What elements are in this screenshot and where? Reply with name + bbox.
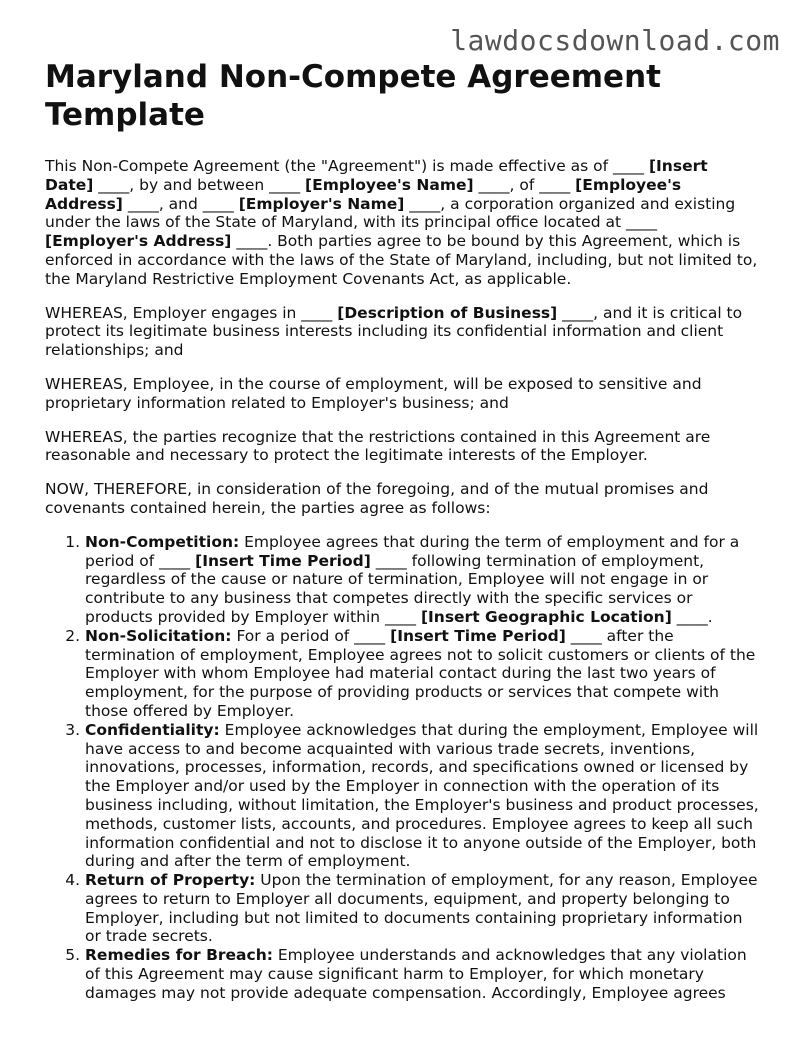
clauses-list (45, 533, 760, 1003)
intro-text: ____, a corporation organized and existing under the laws of the State of Maryland, with its principal office located at ____ (45, 194, 736, 232)
intro-paragraph (45, 157, 760, 289)
placeholder-business-description: [Description of Business] (337, 303, 558, 322)
intro-text: This Non-Compete Agreement (the "Agreement") is made effective as of ____ (45, 157, 649, 175)
whereas-text: WHEREAS, Employer engages in ____ (45, 303, 338, 322)
now-therefore-paragraph: NOW, THEREFORE, in consideration of the foregoing, and of the mutual promises and covenants contained herein, the parties agree as follows: (45, 480, 709, 517)
clause-text: ____ following termination of employment, regardless of the cause or nature of termination, Employee will not engage in or contribute to any business that competes directly with the specific services or products provided by Employer within ____ (85, 551, 709, 626)
clause-non-solicitation (85, 627, 760, 721)
whereas-paragraph-1 (45, 304, 760, 360)
document-title: Maryland Non-Compete Agreement Template (45, 59, 661, 133)
placeholder-insert-date: [Insert Date] (45, 157, 708, 194)
clause-text: Employee agrees that during the term of employment and for a period of ____ (85, 532, 740, 570)
clause-return-of-property (85, 871, 760, 946)
intro-text: ____, and ____ (122, 194, 239, 213)
placeholder-employee-name: [Employee's Name] (305, 175, 474, 194)
clause-text: ____ after the termination of employment, Employee agrees not to solicit customers or clients of the Employer with whom Employee had material contact during the last two years of employment, for the purpose of providing products or services that compete with those offered by Employer. (85, 626, 756, 720)
placeholder-employer-name: [Employer's Name] (238, 194, 405, 213)
intro-text: ____, by and between ____ (93, 175, 306, 194)
watermark: lawdocsdownload.com (450, 24, 780, 57)
whereas-paragraph-3: WHEREAS, the parties recognize that the restrictions contained in this Agreement are reasonable and necessary to protect the legitimate interests of the Employer. (45, 427, 711, 465)
clause-non-competition (85, 533, 760, 627)
clause-heading: Return of Property: (85, 871, 256, 890)
clause-heading: Confidentiality: (85, 720, 220, 739)
clause-heading: Non-Competition: (85, 532, 240, 551)
intro-text: ____, of ____ (473, 175, 576, 194)
placeholder-employer-address: [Employer's Address] (45, 232, 232, 251)
placeholder-time-period: [Insert Time Period] (390, 626, 566, 645)
clause-text: Employee acknowledges that during the employment, Employee will have access to and become acquainted with various trade secrets, inventions, innovations, processes, information, records, and specifications owned or licensed by the Employer and/or used by the Employer in connection with the operation of its business including, without limitation, the Employer's business and product processes, methods, customer lists, accounts, and procedures. Employee agrees to keep all such information confidential and not to disclose it to anyone outside of the Employer, both during and after the term of employment. (85, 720, 759, 871)
clause-heading: Non-Solicitation: (85, 626, 232, 645)
clause-heading: Remedies for Breach: (85, 946, 273, 965)
clause-remedies-for-breach (85, 946, 760, 1002)
placeholder-employee-address: [Employee's Address] (45, 175, 682, 213)
intro-text: ____. Both parties agree to be bound by this Agreement, which is enforced in accordance with the laws of the State of Maryland, including, but not limited to, the Maryland Restrictive Employment Covenants Act, as applicable. (45, 232, 758, 288)
clause-confidentiality (85, 721, 760, 871)
whereas-paragraph-2: WHEREAS, Employee, in the course of employment, will be exposed to sensitive and proprietary information related to Employer's business; and (45, 374, 702, 412)
whereas-text: ____, and it is critical to protect its legitimate business interests including its confidential information and client relationships; and (45, 303, 743, 360)
clause-text: For a period of ____ (231, 626, 391, 645)
clause-text: Upon the termination of employment, for any reason, Employee agrees to return to Employer all documents, equipment, and property belonging to Employer, including but not limited to documents containing proprietary information or trade secrets. (85, 871, 758, 946)
clause-text: Employee understands and acknowledges that any violation of this Agreement may cause significant harm to Employer, for which monetary damages may not provide adequate compensation. Accordingly, Employee agrees (85, 946, 747, 1002)
clause-text: ____. (671, 607, 713, 626)
placeholder-time-period: [Insert Time Period] (195, 551, 371, 570)
document-body (45, 58, 760, 1003)
placeholder-geographic-location: [Insert Geographic Location] (420, 607, 672, 626)
